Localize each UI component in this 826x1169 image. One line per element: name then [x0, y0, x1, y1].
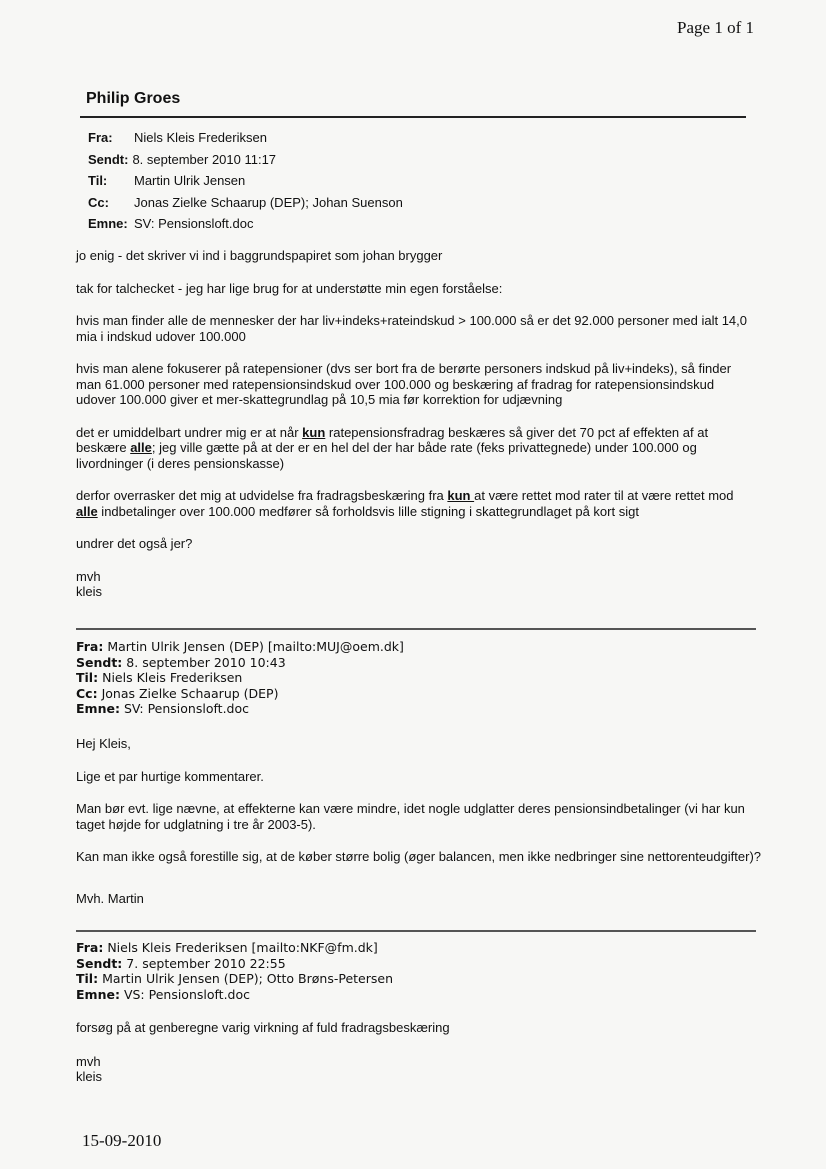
subject-row — [88, 213, 403, 235]
subject-value: SV: Pensionsloft.doc — [123, 701, 249, 716]
cc-label: Cc: — [76, 685, 98, 701]
paragraph: tak for talchecket - jeg har lige brug for at understøtte min egen forståelse: — [76, 280, 503, 296]
paragraph: Lige et par hurtige kommentarer. — [76, 768, 264, 784]
cc-row — [76, 686, 756, 702]
divider — [80, 116, 746, 118]
emphasis: alle — [130, 440, 152, 455]
paragraph: undrer det også jer? — [76, 536, 193, 551]
from-value: Niels Kleis Frederiksen [mailto:NKF@fm.dk] — [107, 940, 378, 955]
from-row — [88, 127, 403, 149]
sent-label: Sendt: — [76, 955, 123, 971]
text: ratepensionsfradrag beskæres så giver det 70 pct af effekten af at beskære — [76, 424, 709, 455]
from-label: Fra: — [76, 940, 104, 955]
cc-label: Cc: — [88, 194, 109, 210]
to-value: Martin Ulrik Jensen (DEP); Otto Brøns-Petersen — [102, 971, 393, 986]
paragraph — [76, 488, 756, 519]
from-label: Fra: — [88, 130, 113, 145]
emphasis: kun — [302, 424, 326, 440]
text: indbetalinger over 100.000 medfører så forholdsvis lille stigning i skattegrundlaget på kort sigt — [97, 503, 639, 519]
message-body — [76, 248, 756, 600]
subject-label: Emne: — [76, 701, 120, 716]
paragraph: Man bør evt. lige nævne, at effekterne kan være mindre, idet nogle udglatter deres pensionsindbetalinger (vi har kun taget højde for udglatning i tre år 2003-5). — [76, 801, 745, 832]
sent-row — [76, 956, 756, 972]
paragraph: hvis man finder alle de mennesker der har liv+indeks+rateindskud > 100.000 så er det 92.000 personer med ialt 14,0 mia i indskud udover 100.000 — [76, 313, 747, 344]
text: derfor overrasker det mig at udvidelse fra fradragsbeskæring fra — [76, 488, 448, 503]
email-header — [88, 127, 403, 235]
text: det er umiddelbart undrer mig er at når — [76, 424, 303, 440]
message-body — [76, 736, 766, 923]
sent-row — [76, 655, 756, 671]
subject-label: Emne: — [88, 216, 128, 231]
to-label: Til: — [88, 173, 108, 188]
cc-value: Jonas Zielke Schaarup (DEP) — [101, 685, 279, 701]
sent-label: Sendt: — [76, 654, 123, 670]
to-label: Til: — [76, 670, 99, 685]
paragraph: forsøg på at genberegne varig virkning af fuld fradragsbeskæring — [76, 1020, 450, 1035]
mailbox-owner: Philip Groes — [86, 90, 181, 107]
to-value: Niels Kleis Frederiksen — [102, 670, 243, 685]
message-body — [76, 1020, 756, 1085]
paragraph: Kan man ikke også forestille sig, at de køber større bolig (øger balancen, men ikke nedbringer sine nettorenteudgifter)? — [76, 849, 762, 864]
from-value: Niels Kleis Frederiksen — [134, 130, 267, 145]
paragraph: Mvh. Martin — [76, 890, 144, 906]
from-row — [76, 940, 756, 956]
print-date: 15-09-2010 — [82, 1131, 162, 1150]
signature: mvh — [76, 1053, 101, 1069]
to-row — [76, 670, 756, 686]
sent-label: Sendt: — [88, 151, 129, 167]
paragraph: jo enig - det skriver vi ind i baggrundspapiret som johan brygger — [76, 248, 443, 263]
text: ; jeg ville gætte på at der er en hel del der har både rate (feks privattegnede) under 100.000 og livordninger (i deres pensionskasse) — [76, 440, 697, 471]
text: at være rettet mod rater til at være rettet mod — [474, 488, 734, 503]
to-row — [88, 170, 403, 192]
paragraph: hvis man alene fokuserer på ratepensioner (dvs ser bort fra de berørte personers indskud på liv+indeks), så finder man 61.000 personer med ratepensionsindskud over 100.000 og beskæring af fradrag for ratepensionsindskud udover 100.000 giver et mer-skattegrundlag på 10,5 mia før korrektion for udjævning — [76, 361, 732, 407]
page-number: Page 1 of 1 — [677, 18, 754, 37]
emphasis: kun — [447, 488, 475, 503]
cc-row — [88, 192, 403, 214]
cc-value: Jonas Zielke Schaarup (DEP); Johan Suenson — [134, 194, 403, 210]
paragraph — [76, 425, 756, 472]
sent-value: 8. september 2010 10:43 — [126, 654, 286, 670]
subject-row — [76, 701, 756, 717]
to-row — [76, 971, 756, 987]
from-value: Martin Ulrik Jensen (DEP) [mailto:MUJ@oem.dk] — [107, 639, 404, 654]
to-value: Martin Ulrik Jensen — [134, 173, 246, 188]
signature: kleis — [76, 1069, 103, 1084]
quoted-header — [76, 639, 756, 717]
signature: kleis — [76, 584, 103, 599]
sent-value: 7. september 2010 22:55 — [126, 955, 286, 971]
subject-label: Emne: — [76, 986, 120, 1002]
from-row — [76, 639, 756, 655]
sent-row — [88, 149, 403, 171]
divider — [76, 628, 756, 630]
subject-value: VS: Pensionsloft.doc — [123, 986, 251, 1002]
divider — [76, 930, 756, 932]
subject-value: SV: Pensionsloft.doc — [134, 216, 254, 231]
emphasis: alle — [76, 503, 98, 519]
to-label: Til: — [76, 971, 99, 986]
sent-value: 8. september 2010 11:17 — [132, 151, 277, 167]
paragraph: Hej Kleis, — [76, 736, 131, 751]
from-label: Fra: — [76, 639, 104, 654]
signature: mvh — [76, 568, 101, 584]
subject-row — [76, 987, 756, 1003]
quoted-header — [76, 940, 756, 1002]
